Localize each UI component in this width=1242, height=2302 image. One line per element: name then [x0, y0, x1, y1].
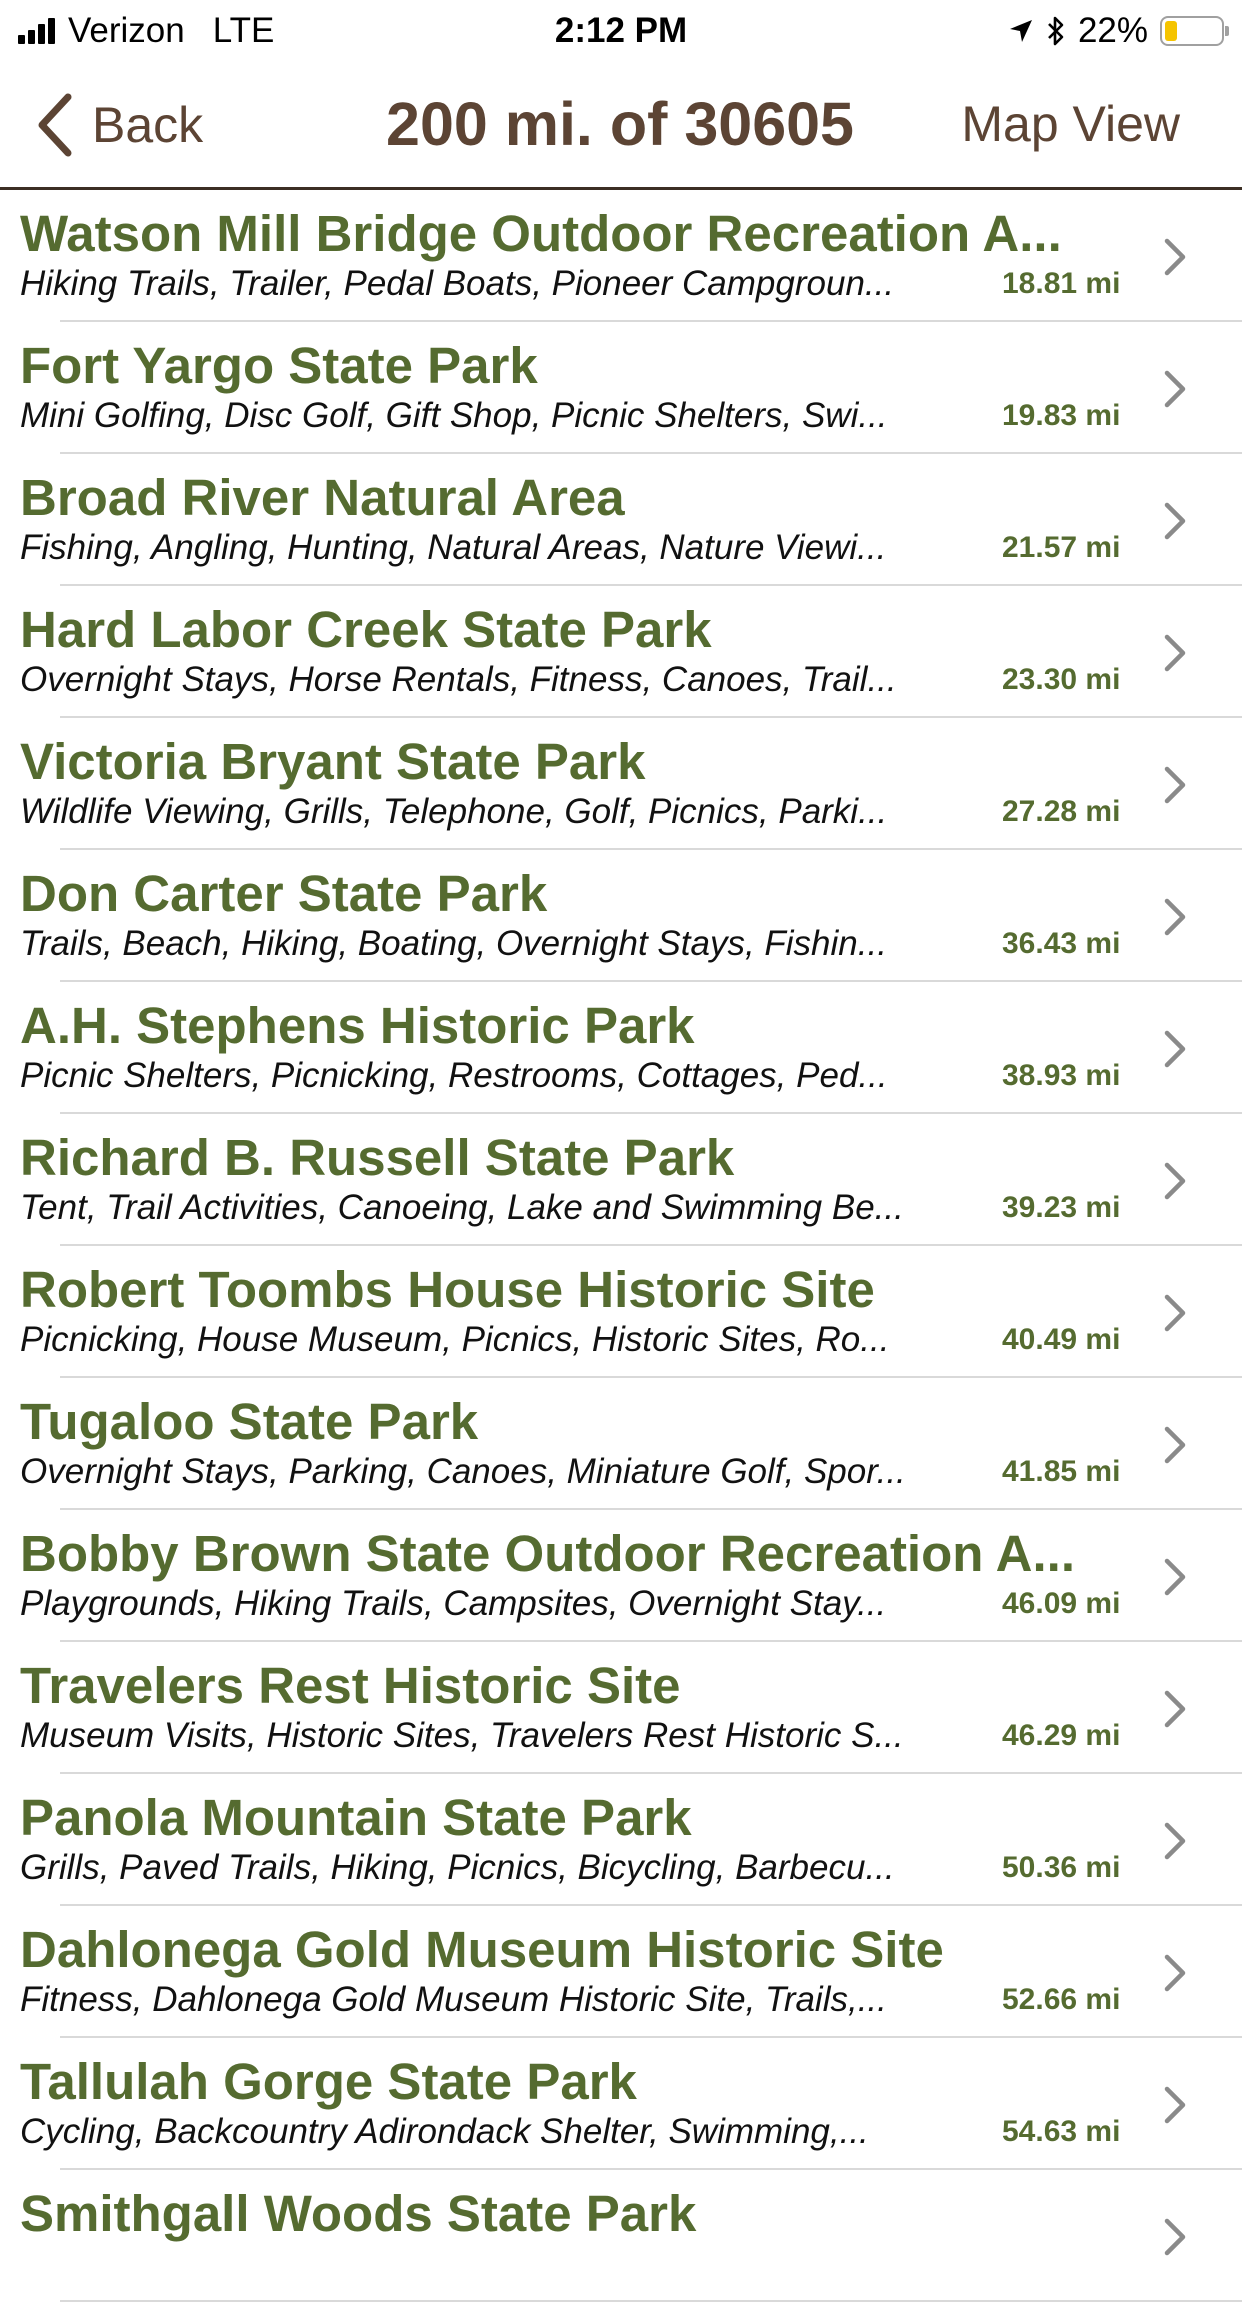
park-name: Broad River Natural Area [20, 469, 625, 526]
back-button[interactable] [34, 62, 203, 187]
list-item[interactable] [0, 454, 1242, 586]
chevron-right-icon [1163, 1558, 1187, 1596]
park-name: Tallulah Gorge State Park [20, 2053, 637, 2110]
park-amenities: Fishing, Angling, Hunting, Natural Areas, Nature Viewi... [20, 528, 887, 567]
park-name: A.H. Stephens Historic Park [20, 997, 695, 1054]
navigation-bar [0, 62, 1242, 190]
park-distance: 21.57 mi [1002, 531, 1121, 564]
park-distance: 39.23 mi [1002, 1191, 1121, 1224]
park-amenities: Grills, Paved Trails, Hiking, Picnics, Bicycling, Barbecu... [20, 1848, 895, 1887]
list-item[interactable] [0, 1510, 1242, 1642]
park-amenities: Cycling, Backcountry Adirondack Shelter, Swimming,... [20, 2112, 869, 2151]
park-list [0, 190, 1242, 2242]
park-name: Travelers Rest Historic Site [20, 1657, 681, 1714]
chevron-right-icon [1163, 1030, 1187, 1068]
back-label: Back [92, 96, 204, 153]
park-amenities: Playgrounds, Hiking Trails, Campsites, Overnight Stay... [20, 1584, 887, 1623]
park-distance: 41.85 mi [1002, 1455, 1121, 1488]
chevron-right-icon [1163, 238, 1187, 276]
battery-icon [1160, 16, 1224, 46]
chevron-right-icon [1163, 766, 1187, 804]
park-amenities: Wildlife Viewing, Grills, Telephone, Golf, Picnics, Parki... [20, 792, 888, 831]
park-distance: 52.66 mi [1002, 1983, 1121, 2016]
park-name: Robert Toombs House Historic Site [20, 1261, 875, 1318]
park-name: Fort Yargo State Park [20, 337, 538, 394]
park-amenities: Overnight Stays, Horse Rentals, Fitness, Canoes, Trail... [20, 660, 897, 699]
map-view-button[interactable]: Map View [961, 96, 1180, 152]
status-time: 2:12 PM [554, 11, 688, 50]
list-item[interactable] [0, 1906, 1242, 2038]
list-item[interactable] [0, 718, 1242, 850]
chevron-right-icon [1163, 634, 1187, 672]
list-item[interactable] [0, 190, 1242, 322]
list-item[interactable] [0, 1114, 1242, 1246]
park-distance: 46.29 mi [1002, 1719, 1121, 1752]
park-name: Don Carter State Park [20, 865, 548, 922]
chevron-right-icon [1163, 1690, 1187, 1728]
list-item[interactable] [0, 1642, 1242, 1774]
park-name: Panola Mountain State Park [20, 1789, 692, 1846]
list-item[interactable] [0, 2170, 1242, 2302]
chevron-right-icon [1163, 2218, 1187, 2256]
park-distance: 27.28 mi [1002, 795, 1121, 828]
battery-fill [1165, 21, 1177, 41]
park-name: Tugaloo State Park [20, 1393, 479, 1450]
park-amenities: Fitness, Dahlonega Gold Museum Historic Site, Trails,... [20, 1980, 887, 2019]
park-name: Richard B. Russell State Park [20, 1129, 735, 1186]
park-distance: 19.83 mi [1002, 399, 1121, 432]
list-item[interactable] [0, 322, 1242, 454]
chevron-right-icon [1163, 1294, 1187, 1332]
chevron-right-icon [1163, 1954, 1187, 1992]
park-distance: 36.43 mi [1002, 927, 1121, 960]
page-title: 200 mi. of 30605 [386, 90, 854, 158]
park-name: Bobby Brown State Outdoor Recreation A... [20, 1525, 1076, 1582]
chevron-right-icon [1163, 898, 1187, 936]
park-amenities: Trails, Beach, Hiking, Boating, Overnight Stays, Fishin... [20, 924, 887, 963]
status-bar [0, 0, 1242, 62]
list-item[interactable] [0, 2038, 1242, 2170]
list-item[interactable] [0, 982, 1242, 1114]
park-amenities: Tent, Trail Activities, Canoeing, Lake and Swimming Be... [20, 1188, 904, 1227]
park-amenities: Picnicking, House Museum, Picnics, Historic Sites, Ro... [20, 1320, 890, 1359]
chevron-right-icon [1163, 1162, 1187, 1200]
park-distance: 18.81 mi [1002, 267, 1121, 300]
park-amenities: Museum Visits, Historic Sites, Travelers Rest Historic S... [20, 1716, 904, 1755]
list-item[interactable] [0, 850, 1242, 982]
park-name: Watson Mill Bridge Outdoor Recreation A... [20, 205, 1062, 262]
list-item[interactable] [0, 586, 1242, 718]
location-arrow-icon [1008, 18, 1034, 44]
park-name: Victoria Bryant State Park [20, 733, 646, 790]
park-amenities: Mini Golfing, Disc Golf, Gift Shop, Picnic Shelters, Swi... [20, 396, 888, 435]
network-type: LTE [212, 11, 275, 50]
park-name: Hard Labor Creek State Park [20, 601, 712, 658]
list-item[interactable] [0, 1774, 1242, 1906]
park-distance: 46.09 mi [1002, 1587, 1121, 1620]
chevron-right-icon [1163, 502, 1187, 540]
park-amenities: Hiking Trails, Trailer, Pedal Boats, Pioneer Campgroun... [20, 264, 895, 303]
park-distance: 40.49 mi [1002, 1323, 1121, 1356]
park-name: Smithgall Woods State Park [20, 2185, 697, 2242]
chevron-right-icon [1163, 2086, 1187, 2124]
list-item[interactable] [0, 1378, 1242, 1510]
park-amenities: Picnic Shelters, Picnicking, Restrooms, Cottages, Ped... [20, 1056, 888, 1095]
park-distance: 50.36 mi [1002, 1851, 1121, 1884]
chevron-right-icon [1163, 1426, 1187, 1464]
park-distance: 23.30 mi [1002, 663, 1121, 696]
status-right [1008, 10, 1224, 52]
carrier-name: Verizon [68, 11, 185, 50]
chevron-right-icon [1163, 1822, 1187, 1860]
list-item[interactable] [0, 1246, 1242, 1378]
battery-percent: 22% [1077, 11, 1148, 50]
chevron-left-icon [34, 93, 74, 157]
chevron-right-icon [1163, 370, 1187, 408]
park-distance: 54.63 mi [1002, 2115, 1121, 2148]
park-name: Dahlonega Gold Museum Historic Site [20, 1921, 944, 1978]
park-distance: 38.93 mi [1002, 1059, 1121, 1092]
bluetooth-icon [1046, 15, 1066, 47]
park-amenities: Overnight Stays, Parking, Canoes, Miniature Golf, Spor... [20, 1452, 906, 1491]
